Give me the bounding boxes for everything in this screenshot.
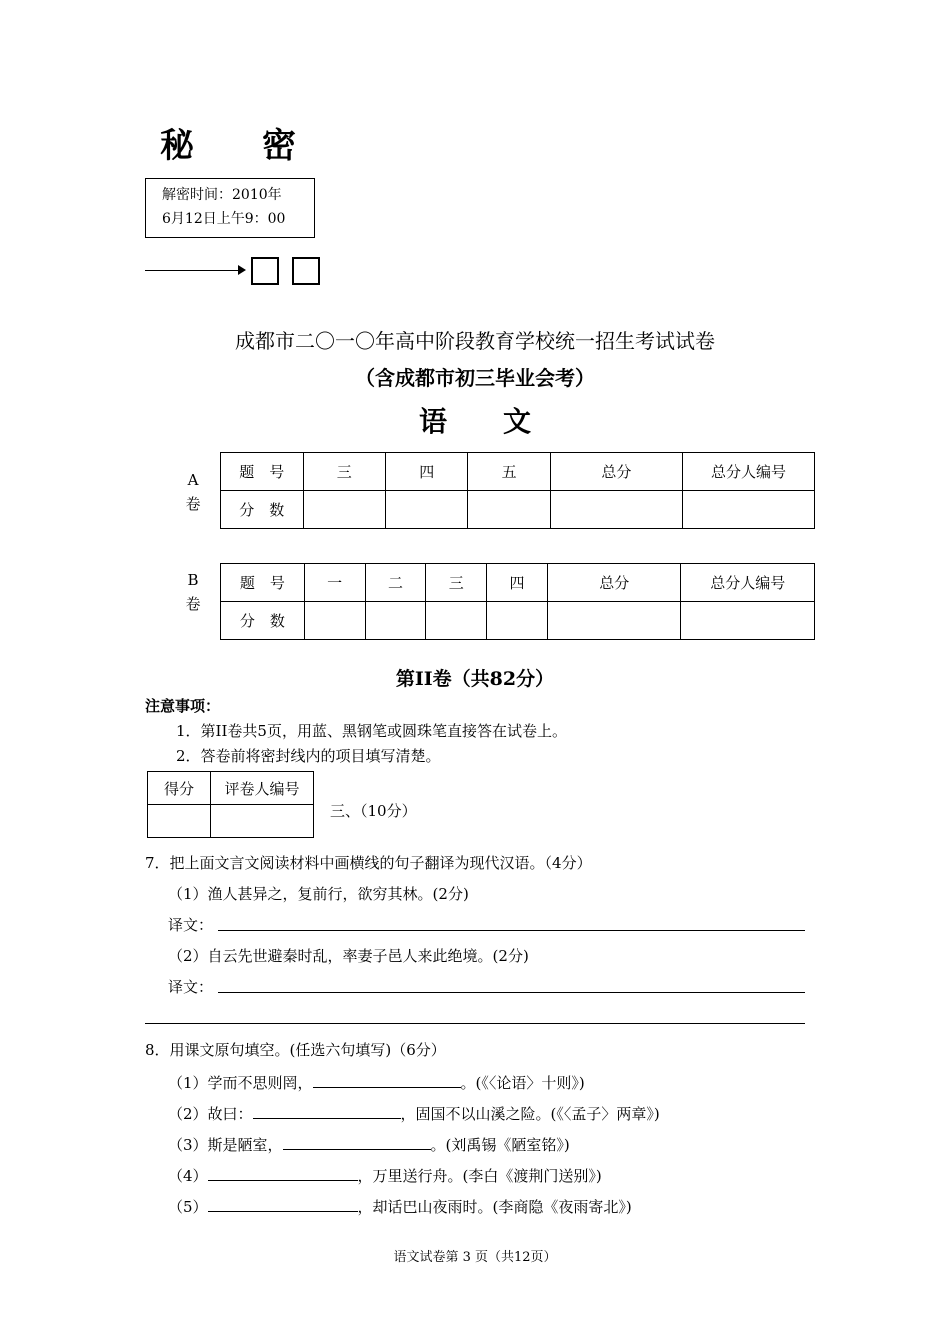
row-label-cell: 分 数 [221, 491, 304, 529]
q8-item-prefix: （4） [168, 1167, 208, 1185]
label-b-juan: 卷 [185, 595, 201, 613]
score-cell[interactable] [681, 602, 815, 640]
grader-box [147, 771, 314, 838]
score-table-a [220, 452, 815, 529]
header-cell: 三 [303, 453, 385, 491]
score-table-b-label [183, 568, 203, 616]
part-three-heading: 三、（10分） [330, 802, 417, 820]
notice-item-2: 2．答卷前将密封线内的项目填写清楚。 [176, 747, 441, 765]
header-cell: 总分人编号 [682, 453, 814, 491]
score-table-a-label [183, 468, 203, 516]
q8-item-suffix: ，固国不以山溪之险。(《〈孟子〉两章》) [400, 1105, 660, 1123]
score-cell[interactable] [487, 602, 548, 640]
notice-item-1: 1．第II卷共5页，用蓝、黑钢笔或圆珠笔直接答在试卷上。 [176, 722, 567, 740]
fill-blank[interactable] [208, 1194, 358, 1212]
row-label-cell: 分 数 [221, 602, 305, 640]
exam-title: 成都市二〇一〇年高中阶段教育学校统一招生考试试卷 [235, 329, 715, 353]
arrow-line [145, 270, 240, 271]
score-cell[interactable] [682, 491, 814, 529]
q8-item-1 [168, 1070, 585, 1093]
q8-item-prefix: （3）斯是陋室， [168, 1136, 283, 1154]
q8-item-2 [168, 1101, 660, 1124]
declass-line-2: 6月12日上午9：00 [162, 211, 286, 227]
fill-blank[interactable] [313, 1070, 461, 1088]
score-cell[interactable] [386, 491, 468, 529]
q8-item-4 [168, 1163, 602, 1186]
q7-answer-line-1[interactable] [218, 930, 805, 931]
q8-item-suffix: 。(刘禹锡《陋室铭》) [430, 1136, 570, 1154]
score-cell[interactable] [426, 602, 487, 640]
q8-item-prefix: （1）学而不思则罔， [168, 1074, 313, 1092]
q8-stem: 8．用课文原句填空。(任选六句填写)（6分） [145, 1041, 446, 1059]
q8-item-prefix: （2）故曰： [168, 1105, 253, 1123]
header-cell: 五 [468, 453, 550, 491]
q8-item-suffix: 。(《〈论语〉十则》) [460, 1074, 585, 1092]
fill-blank[interactable] [208, 1163, 358, 1181]
score-cell[interactable] [303, 491, 385, 529]
fill-blank[interactable] [283, 1132, 431, 1150]
q8-item-5 [168, 1194, 632, 1217]
score-cell[interactable] [547, 602, 680, 640]
score-table-b [220, 563, 815, 640]
label-a: A [187, 471, 199, 489]
exam-subtitle: （含成都市初三毕业会考） [355, 366, 595, 390]
q8-item-3 [168, 1132, 570, 1155]
secret-label: 秘密 [160, 126, 364, 166]
score-label: 得分 [148, 772, 211, 805]
q8-item-prefix: （5） [168, 1198, 208, 1216]
header-cell: 二 [365, 564, 426, 602]
exam-subject: 语文 [418, 405, 587, 438]
grader-entry-cell[interactable] [211, 805, 314, 838]
score-cell[interactable] [365, 602, 426, 640]
q7-answer-label-1: 译文： [168, 916, 214, 934]
q7-answer-line-3[interactable] [145, 1023, 805, 1024]
score-cell[interactable] [304, 602, 365, 640]
header-cell: 总分人编号 [681, 564, 815, 602]
page-footer: 语文试卷第 3 页（共12页） [393, 1250, 557, 1265]
notice-heading: 注意事项： [145, 697, 221, 715]
header-cell: 题 号 [221, 564, 305, 602]
checkbox-square-1 [251, 257, 279, 285]
q8-item-suffix: ，万里送行舟。(李白《渡荆门送别》) [357, 1167, 602, 1185]
q7-answer-label-2: 译文： [168, 978, 214, 996]
score-entry-cell[interactable] [148, 805, 211, 838]
q7-sub2: （2）自云先世避秦时乱，率妻子邑人来此绝境。(2分) [168, 947, 529, 965]
checkbox-square-2 [292, 257, 320, 285]
label-b: B [187, 571, 199, 589]
header-cell: 一 [304, 564, 365, 602]
arrow-head-icon [238, 265, 246, 275]
header-cell: 题 号 [221, 453, 304, 491]
header-cell: 四 [487, 564, 548, 602]
header-cell: 总分 [547, 564, 680, 602]
header-cell: 总分 [550, 453, 682, 491]
header-cell: 四 [386, 453, 468, 491]
declass-box [145, 178, 315, 238]
fill-blank[interactable] [253, 1101, 401, 1119]
score-cell[interactable] [468, 491, 550, 529]
header-cell: 三 [426, 564, 487, 602]
q7-stem: 7．把上面文言文阅读材料中画横线的句子翻译为现代汉语。（4分） [145, 854, 592, 872]
q7-answer-line-2[interactable] [218, 992, 805, 993]
score-cell[interactable] [550, 491, 682, 529]
declass-line-1: 解密时间：2010年 [162, 187, 282, 203]
section-title: 第II卷（共82分） [395, 668, 555, 690]
label-a-juan: 卷 [185, 495, 201, 513]
q8-item-suffix: ，却话巴山夜雨时。(李商隐《夜雨寄北》) [357, 1198, 632, 1216]
grader-label: 评卷人编号 [211, 772, 314, 805]
q7-sub1: （1）渔人甚异之，复前行，欲穷其林。(2分) [168, 885, 469, 903]
